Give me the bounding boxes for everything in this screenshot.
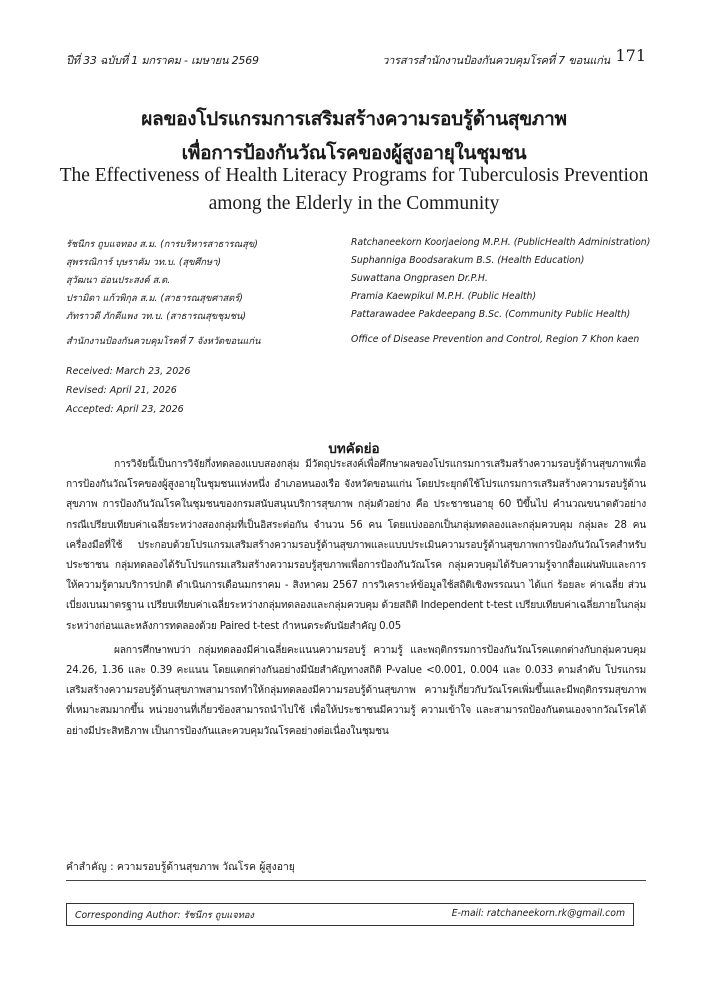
author-row (66, 271, 646, 289)
english-title-line-2: among the Elderly in the Community (208, 193, 500, 214)
author-row (66, 307, 646, 325)
journal-name: วารสารสำนักงานป้องกันควบคุมโรคที่ 7 ขอนแก่น (382, 54, 610, 67)
keywords: คำสำคัญ : ความรอบรู้ด้านสุขภาพ วัณโรค ผู้สูงอายุ (66, 861, 295, 873)
author-english: Suphanniga Boodsarakum B.S. (Health Education) (351, 255, 585, 266)
journal-issue: ปีที่ 33 ฉบับที่ 1 มกราคม - เมษายน 2569 (66, 54, 259, 67)
english-title-line-1: The Effectiveness of Health Literacy Programs for Tuberculosis Prevention (59, 165, 649, 186)
author-row (66, 235, 651, 253)
affiliation-english: Office of Disease Prevention and Control, Region 7 Khon kaen (351, 334, 640, 345)
corresponding-author-box (66, 903, 634, 926)
thai-title-line-1: ผลของโปรแกรมการเสริมสร้างความรอบรู้ด้านสุขภาพ (141, 108, 567, 130)
thai-title-line-2: เพื่อการป้องกันวัณโรคของผู้สูงอายุในชุมชน (181, 142, 527, 164)
email-address: E-mail: ratchaneekorn.rk@gmail.com (451, 908, 625, 919)
author-english: Pramia Kaewpikul M.P.H. (Public Health) (351, 291, 537, 302)
revised-date: Revised: April 21, 2026 (66, 385, 177, 396)
abstract-heading: บทคัดย่อ (328, 441, 380, 457)
corresponding-author: Corresponding Author: รัชนีกร ถูบแจทอง (75, 910, 254, 921)
author-english: Ratchaneekorn Koorjaeiong M.P.H. (PublicHealth Administration) (351, 237, 651, 248)
abstract-paragraph-2: ผลการศึกษาพบว่า กลุ่มทดลองมีค่าเฉลี่ยคะแนนความรอบรู้ ความรู้ และพฤติกรรมการป้องกันวัณโรคแตกต่างกับกลุ่มควบคุม 24.26, 1.36 และ 0.39 คะแนน โดยแตกต่างกันอย่างมีนัยสำคัญทางสถิติ P-value <0.001, 0.004 และ 0.033 ตามลำดับ โปรแกรมเสริมสร้างความรอบรู้ด้านสุขภาพสามารถทำให้กลุ่มทดลองมีความรอบรู้ด้านสุขภาพ ความรู้เกี่ยวกับวัณโรคเพิ่มขึ้นและมีพฤติกรรมสุขภาพที่เหมาะสมมากขึ้น หน่วยงานที่เกี่ยวข้องสามารถนำไปใช้ เพื่อให้ประชาชนมีความรู้ ความเข้าใจ และสามารถป้องกันตนเองจากวัณโรคได้อย่างมีประสิทธิภาพ เป็นการป้องกันและควบคุมวัณโรคอย่างต่อเนื่องในชุมชน (66, 644, 646, 737)
accepted-date: Accepted: April 23, 2026 (66, 404, 184, 415)
page-number: 171 (615, 46, 646, 65)
author-thai: ปรามิดา แก้วพิกุล ส.ม. (สาธารณสุขศาสตร์) (66, 293, 243, 304)
abstract-body (66, 455, 646, 742)
author-row (66, 253, 646, 271)
affiliation-row (66, 332, 646, 350)
divider (66, 880, 646, 881)
author-english: Suwattana Ongprasen Dr.P.H. (351, 273, 488, 284)
affiliation-thai: สำนักงานป้องกันควบคุมโรคที่ 7 จังหวัดขอนแก่น (66, 336, 261, 347)
author-list (66, 235, 651, 350)
author-thai: สุพรรณิการ์ บุษราคัม วท.บ. (สุขศึกษา) (66, 257, 222, 268)
running-header (66, 46, 646, 70)
article-dates (66, 366, 190, 423)
author-thai: สุวัฒนา อ่อนประสงค์ ส.ด. (66, 275, 171, 286)
abstract-paragraph-1: การวิจัยนี้เป็นการวิจัยกึ่งทดลองแบบสองกลุ่ม มีวัตถุประสงค์เพื่อศึกษาผลของโปรแกรมการเสริมสร้างความรอบรู้ด้านสุขภาพเพื่อการป้องกันวัณโรคของผู้สูงอายุในชุมชนแห่งหนึ่ง อำเภอหนองเรือ จังหวัดขอนแก่น โดยประยุกต์ใช้โปรแกรมการเสริมสร้างความรอบรู้ด้านสุขภาพ การป้องกันวัณโรคในชุมชนของกรมสนับสนุนบริการสุขภาพ กลุ่มตัวอย่าง คือ ประชาชนอายุ 60 ปีขึ้นไป คำนวณขนาดตัวอย่างกรณีเปรียบเทียบค่าเฉลี่ยระหว่างสองกลุ่มที่เป็นอิสระต่อกัน จำนวน 56 คน โดยแบ่งออกเป็นกลุ่มทดลองและกลุ่มควบคุม กลุ่มละ 28 คน เครื่องมือที่ใช้ ประกอบด้วยโปรแกรมเสริมสร้างความรอบรู้ด้านสุขภาพและแบบประเมินความรอบรู้ด้านสุขภาพการป้องกันวัณโรคสำหรับประชาชน กลุ่มทดลองได้รับโปรแกรมเสริมสร้างความรอบรู้สุขภาพเพื่อการป้องกันวัณโรค กลุ่มควบคุมได้รับความรู้จากสื่อแผ่นพับและการให้ความรู้ตามบริการปกติ ดำเนินการเดือนมกราคม - สิงหาคม 2567 การวิเคราะห์ข้อมูลใช้สถิติเชิงพรรณนา ได้แก่ ร้อยละ ค่าเฉลี่ย ส่วนเบี่ยงเบนมาตรฐาน เปรียบเทียบค่าเฉลี่ยระหว่างกลุ่มทดลองและกลุ่มควบคุม ด้วยสถิติ Independent t-test เปรียบเทียบค่าเฉลี่ยภายในกลุ่ม ระหว่างก่อนและหลังการทดลองด้วย Paired t-test กำหนดระดับนัยสำคัญ 0.05 (66, 459, 646, 632)
author-thai: ภัทราวดี ภักดีแพง วท.บ. (สาธารณสุขชุมชน) (66, 311, 247, 322)
author-thai: รัชนีกร ถูบแจทอง ส.ม. (การบริหารสาธารณสุข) (66, 239, 258, 250)
received-date: Received: March 23, 2026 (66, 366, 191, 377)
author-row (66, 289, 646, 307)
author-english: Pattarawadee Pakdeepang B.Sc. (Community Public Health) (351, 309, 631, 320)
